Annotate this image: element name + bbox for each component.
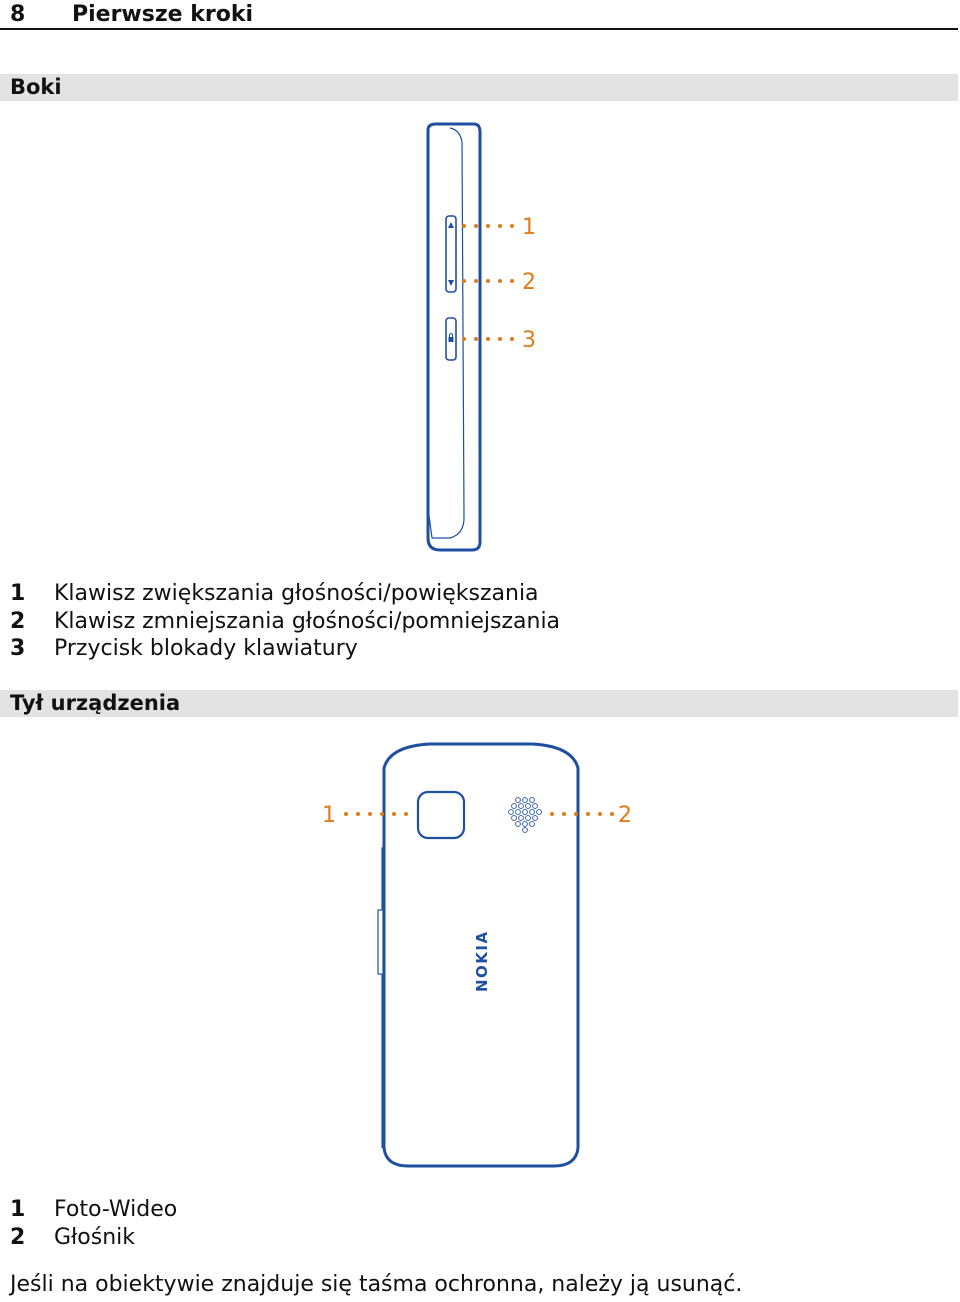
legend-back [10,1196,177,1251]
legend-item [10,635,560,663]
legend-item [10,608,560,636]
legend-item [10,1224,177,1252]
legend-item [10,1196,177,1224]
legend-text: Klawisz zmniejszania głośności/pomniejszania [54,608,561,634]
callout-1: 1 [522,215,536,240]
callout-2: 2 [618,803,632,828]
legend-number: 2 [10,1224,26,1250]
nokia-logo: NOKIA [473,930,491,992]
legend-number: 1 [10,581,26,606]
legend-number: 1 [10,1197,26,1222]
phone-side-illustration [380,118,580,558]
protective-tape-note: Jeśli na obiektywie znajduje się taśma ochronna, należy ją usunąć. [10,1272,743,1297]
header-rule [0,28,958,30]
legend-text: Głośnik [54,1224,136,1250]
section-title-back: Tył urządzenia [0,690,958,717]
callout-3: 3 [522,328,536,353]
page-header [0,0,960,30]
legend-text: Foto-Wideo [54,1197,178,1222]
phone-back-illustration [300,738,660,1170]
legend-sides [10,580,560,663]
legend-text: Klawisz zwiększania głośności/powiększania [54,581,539,606]
legend-number: 3 [10,636,26,661]
legend-text: Przycisk blokady klawiatury [54,636,358,661]
chapter-title: Pierwsze kroki [72,2,254,27]
page-number: 8 [10,2,26,27]
legend-item [10,580,560,608]
callout-1: 1 [322,803,336,828]
callout-2: 2 [522,270,536,295]
legend-number: 2 [10,608,26,634]
section-title-sides: Boki [0,74,958,101]
camera-lens [418,792,464,838]
